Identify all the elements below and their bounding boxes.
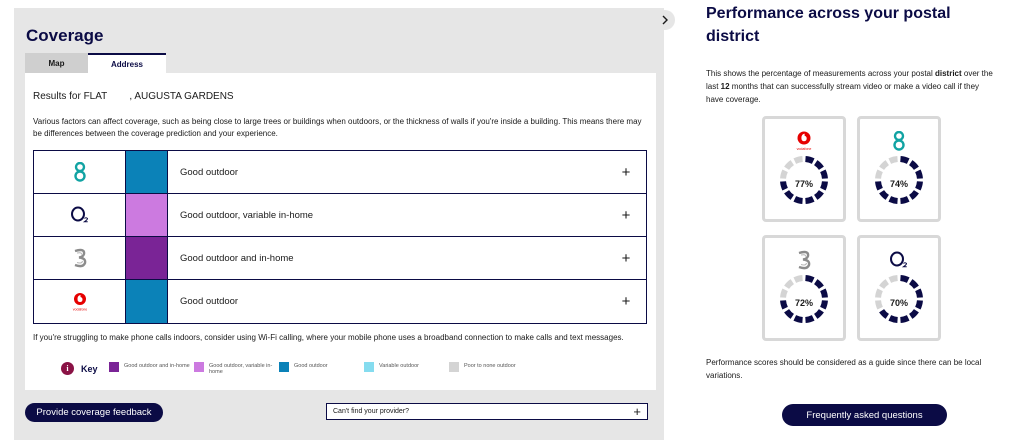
performance-card-three (762, 235, 846, 341)
donut-segment (918, 171, 920, 179)
key (61, 362, 98, 375)
o2-logo-cell (34, 194, 126, 236)
desc-bold: 12 (720, 82, 730, 91)
vodafone-logo-icon (69, 292, 91, 312)
donut-segment (805, 159, 813, 161)
vodafone-logo (765, 129, 843, 153)
provide-feedback-button[interactable]: Provide coverage feedback (25, 403, 163, 422)
donut-segment (805, 199, 813, 201)
donut-segment (823, 171, 825, 179)
o2-logo-icon (889, 251, 909, 269)
tab-address[interactable]: Address (88, 53, 166, 73)
performance-card-o2 (857, 235, 941, 341)
three-logo-icon (796, 250, 812, 270)
donut-segment (911, 282, 917, 288)
donut-segment (816, 282, 822, 288)
svg-text:vodafone: vodafone (72, 307, 87, 311)
donut-segment (911, 311, 917, 317)
expand-icon[interactable]: + (621, 293, 631, 310)
legend-swatch (194, 362, 204, 372)
donut-segment (787, 282, 793, 288)
donut-segment (878, 290, 880, 298)
donut-segment (911, 163, 917, 169)
donut-segment (783, 290, 785, 298)
performance-card-ee (857, 116, 941, 222)
legend-item (449, 362, 534, 375)
donut-segment (900, 159, 908, 161)
coverage-swatch (126, 280, 168, 323)
expand-icon[interactable]: + (621, 163, 631, 181)
plus-icon: + (633, 404, 641, 419)
coverage-swatch (126, 194, 168, 236)
donut-segment (816, 163, 822, 169)
legend-swatch (449, 362, 459, 372)
percent-label: 74% (889, 179, 908, 189)
chevron-right-icon (661, 15, 669, 25)
donut-segment (890, 159, 898, 161)
donut-segment (795, 199, 803, 201)
provider-dropdown[interactable] (326, 403, 648, 420)
legend-swatch (109, 362, 119, 372)
donut-segment (787, 163, 793, 169)
three-logo-icon (72, 248, 88, 268)
coverage-row-three[interactable] (34, 237, 646, 280)
legend-swatch (364, 362, 374, 372)
coverage-table (33, 150, 647, 324)
faq-button[interactable]: Frequently asked questions (782, 404, 947, 426)
legend-label: Good outdoor (294, 363, 328, 369)
coverage-card (25, 73, 656, 390)
coverage-status: Good outdoor and in-home (180, 252, 294, 264)
o2-logo (860, 248, 938, 272)
three-logo-cell (34, 237, 126, 279)
o2-logo-icon (70, 206, 90, 224)
desc-text: over the last (706, 69, 993, 91)
legend-label: Good outdoor, variable in-home (209, 363, 273, 375)
coverage-status: Good outdoor, variable in-home (180, 209, 314, 221)
info-icon[interactable]: i (61, 362, 74, 375)
percent-label: 72% (794, 298, 813, 308)
donut-segment (878, 171, 880, 179)
wifi-calling-note: If you're struggling to make phone calls indoors, consider using Wi-Fi calling, where your mobile phone uses a broadband connection to make calls and text messages. (33, 333, 624, 342)
vodafone-logo-icon (793, 130, 815, 152)
expand-icon[interactable]: + (621, 249, 631, 267)
provider-dropdown-label: Can't find your provider? (333, 408, 410, 415)
collapse-panel-button[interactable] (655, 10, 675, 30)
donut-segment (900, 199, 908, 201)
donut-segment (890, 199, 898, 201)
donut-segment (783, 171, 785, 179)
expand-icon[interactable]: + (621, 206, 631, 224)
donut-segment (882, 163, 888, 169)
donut-segment (900, 318, 908, 320)
desc-bold: district (935, 69, 962, 78)
donut-segment (795, 159, 803, 161)
three-logo (765, 248, 843, 272)
donut-segment (890, 278, 898, 280)
performance-description (706, 67, 996, 106)
ee-logo-cell (34, 151, 126, 193)
percent-label: 77% (794, 179, 813, 189)
legend-item (279, 362, 364, 375)
coverage-title: Coverage (26, 26, 104, 45)
coverage-panel (14, 8, 664, 440)
ee-logo-icon (892, 131, 906, 151)
donut-segment (882, 192, 888, 198)
ee-logo (860, 129, 938, 153)
ee-logo-icon (73, 162, 87, 182)
donut-segment (918, 290, 920, 298)
coverage-swatch (126, 237, 168, 279)
performance-title: Performance across your postal district (706, 5, 951, 45)
coverage-disclaimer: Various factors can affect coverage, such as being close to large trees or buildings when outdoors, or the thickness of walls if you're inside a building. This means there may be differences between the coverage prediction and your experience. (33, 117, 642, 138)
donut-segment (882, 282, 888, 288)
results-address: Results for FLAT , AUGUSTA GARDENS (33, 91, 234, 102)
key-title: Key (81, 363, 98, 374)
legend-label: Variable outdoor (379, 363, 419, 369)
performance-note: Performance scores should be considered as a guide since there can be local variations. (706, 358, 982, 380)
donut-segment (816, 311, 822, 317)
tab-map[interactable]: Map (25, 53, 88, 73)
donut-segment (911, 192, 917, 198)
legend-item (194, 362, 279, 375)
coverage-row-o2[interactable] (34, 194, 646, 237)
donut-segment (805, 318, 813, 320)
coverage-legend (109, 362, 534, 375)
coverage-row-vodafone[interactable] (34, 280, 646, 323)
coverage-tabs (25, 53, 166, 73)
performance-card-vodafone (762, 116, 846, 222)
donut-segment (787, 192, 793, 198)
donut-segment (795, 318, 803, 320)
coverage-swatch (126, 151, 168, 193)
donut-segment (890, 318, 898, 320)
percent-label: 70% (889, 298, 908, 308)
coverage-status: Good outdoor (180, 296, 239, 307)
legend-label: Poor to none outdoor (464, 363, 516, 369)
vodafone-wordmark: vodafone (796, 147, 812, 151)
coverage-status: Good outdoor (180, 166, 239, 178)
donut-segment (787, 311, 793, 317)
donut-segment (823, 290, 825, 298)
legend-item (109, 362, 194, 375)
desc-text: This shows the percentage of measurements across your postal (706, 69, 935, 78)
donut-segment (795, 278, 803, 280)
legend-label: Good outdoor and in-home (124, 363, 190, 369)
legend-swatch (279, 362, 289, 372)
donut-segment (900, 278, 908, 280)
desc-text: months that can successfully stream video or make a video call if they have coverage. (706, 82, 980, 104)
donut-segment (882, 311, 888, 317)
donut-segment (816, 192, 822, 198)
vodafone-logo-cell (34, 280, 126, 323)
coverage-row-ee[interactable] (34, 151, 646, 194)
donut-segment (805, 278, 813, 280)
legend-item (364, 362, 449, 375)
